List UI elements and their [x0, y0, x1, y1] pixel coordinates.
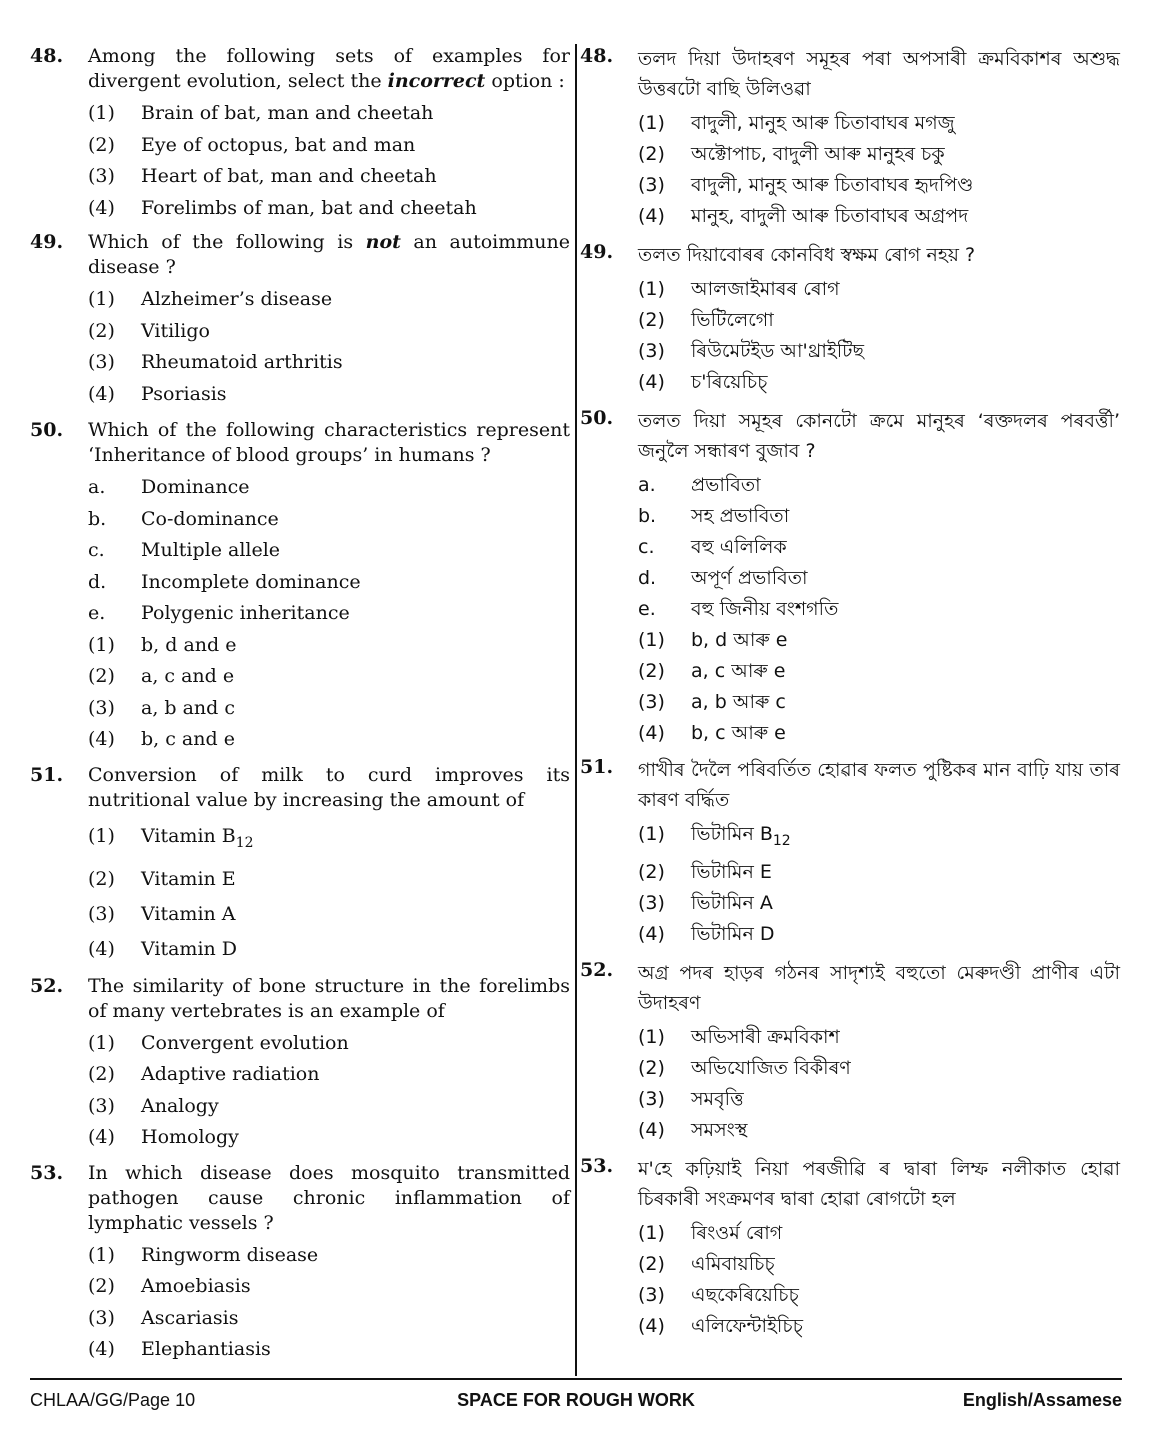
option: d. Incomplete dominance — [88, 570, 361, 593]
option: b. Co-dominance — [88, 507, 279, 530]
option: (4) মানুহ, বাদুলী আৰু চিতাবাঘৰ অগ্ৰপদ — [638, 205, 969, 227]
question-48-as — [580, 44, 1120, 232]
option: d. অপূৰ্ণ প্ৰভাবিতা — [638, 567, 808, 589]
option: (1) b, d আৰু e — [638, 629, 788, 651]
option: (4) এলিফেন্টাইচিচ্ — [638, 1315, 803, 1337]
option: (3) বাদুলী, মানুহ আৰু চিতাবাঘৰ হৃদপিণ্ড — [638, 174, 974, 196]
option: (1) Convergent evolution — [88, 1031, 349, 1054]
option: (3) ৰিউমেটইড আ'থ্ৰাইটিছ — [638, 340, 865, 362]
option: (3) Ascariasis — [88, 1306, 239, 1329]
option: (4) সমসংস্থ — [638, 1119, 748, 1141]
question-number: 50. — [30, 419, 64, 441]
assamese-column — [580, 44, 1120, 1342]
option: (2) এমিবায়চিচ্ — [638, 1253, 775, 1275]
option: (4) b, c আৰু e — [638, 722, 786, 744]
question-51-en — [30, 763, 570, 967]
question-text: তলত দিয়াবোৰৰ কোনবিধ স্বক্ষম ৰোগ নহয় ? — [638, 244, 976, 266]
option: (1) b, d and e — [88, 633, 237, 656]
option: (2) Eye of octopus, bat and man — [88, 133, 416, 156]
question-text: Conversion of milk to curd improves its nutritional value by increasing the amount of — [88, 763, 570, 811]
question-text: Which of the following characteristics represent ‘Inheritance of blood groups’ in humans ? — [88, 419, 570, 466]
option: (1) ৰিংওৰ্ম ৰোগ — [638, 1222, 783, 1244]
option: (3) a, b and c — [88, 696, 236, 719]
column-divider — [575, 44, 577, 1376]
question-52-as — [580, 958, 1120, 1146]
option: (3) ভিটামিন A — [638, 892, 773, 914]
question-49-en — [30, 230, 570, 410]
question-number: 48. — [580, 45, 614, 67]
question-50-as — [580, 406, 1120, 749]
subscript: 12 — [772, 833, 791, 849]
option: (2) Adaptive radiation — [88, 1063, 320, 1085]
emphasis: not — [365, 231, 401, 253]
option: e. বহু জিনীয় বংশগতি — [638, 598, 839, 620]
question-50-en — [30, 418, 570, 756]
option: c. বহু এলিলিক — [638, 536, 787, 558]
question-49-as — [580, 240, 1120, 398]
option: (4) Elephantiasis — [88, 1338, 271, 1360]
page-code: CHLAA/GG/Page 10 — [30, 1390, 196, 1410]
question-number: 51. — [30, 763, 64, 786]
question-48-en — [30, 44, 570, 224]
question-text: The similarity of bone structure in the forelimbs of many vertebrates is an example of — [88, 974, 570, 1022]
question-text: গাখীৰ দৈলৈ পৰিবৰ্তিত হোৱাৰ ফলত পুষ্টিকৰ মান বাঢ়ি যায় তাৰ কাৰণ বৰ্দ্ধিত — [638, 759, 1120, 811]
question-51-as — [580, 755, 1120, 950]
option: (1) বাদুলী, মানুহ আৰু চিতাবাঘৰ মগজু — [638, 112, 955, 134]
option: (2) অক্টোপাচ, বাদুলী আৰু মানুহৰ চকু — [638, 143, 945, 165]
option: (3) a, b আৰু c — [638, 691, 786, 713]
page-footer — [30, 1388, 1122, 1416]
option: (1) অভিসাৰী ক্ৰমবিকাশ — [638, 1026, 840, 1048]
option: (1) Brain of bat, man and cheetah — [88, 102, 434, 124]
question-text: In which disease does mosquito transmitted pathogen cause chronic inflammation of lymphatic vessels ? — [88, 1161, 570, 1234]
emphasis: incorrect — [387, 70, 486, 92]
question-number: 51. — [580, 756, 614, 778]
option: (2) Amoebiasis — [88, 1275, 251, 1297]
option: b. সহ প্ৰভাবিতা — [638, 505, 790, 527]
option: (3) Heart of bat, man and cheetah — [88, 165, 437, 187]
question-text: অগ্ৰ পদৰ হাড়ৰ গঠনৰ সাদৃশ্যই বহুতো মেৰুদণ্ডী প্ৰাণীৰ এটা উদাহৰণ — [638, 962, 1120, 1014]
option: (2) অভিযোজিত বিকীৰণ — [638, 1057, 851, 1079]
option: (4) চ'ৰিয়েচিচ্ — [638, 371, 768, 393]
option: a. Dominance — [88, 476, 250, 498]
question-number: 53. — [580, 1155, 614, 1177]
option: (3) Vitamin A — [88, 902, 236, 925]
option: (1) ভিটামিন $B_{12}$ — [638, 823, 791, 849]
option: a. প্ৰভাবিতা — [638, 474, 761, 496]
question-number: 48. — [30, 45, 64, 67]
option: (1) আলজাইমাৰৰ ৰোগ — [638, 278, 840, 300]
question-number: 49. — [580, 241, 614, 263]
option: (2) ভিটামিন E — [638, 861, 772, 883]
question-53-en — [30, 1161, 570, 1366]
option: (3) Analogy — [88, 1094, 219, 1117]
rough-work-label: SPACE FOR ROUGH WORK — [457, 1390, 695, 1410]
question-number: 53. — [30, 1161, 64, 1184]
option: (4) Vitamin D — [88, 937, 238, 960]
option: (4) Psoriasis — [88, 382, 227, 405]
option: (1) Alzheimer’s disease — [88, 288, 333, 310]
option: (4) Homology — [88, 1126, 239, 1148]
option: (2) a, c আৰু e — [638, 660, 786, 682]
option: c. Multiple allele — [88, 539, 281, 561]
option: (1) Ringworm disease — [88, 1243, 319, 1266]
subscript: 12 — [235, 834, 254, 851]
question-number: 49. — [30, 231, 64, 253]
option: (4) Forelimbs of man, bat and cheetah — [88, 196, 477, 219]
option: e. Polygenic inheritance — [88, 602, 350, 624]
option: (3) Rheumatoid arthritis — [88, 351, 343, 373]
question-number: 50. — [580, 407, 614, 429]
option: (2) Vitiligo — [88, 319, 210, 342]
option: (4) b, c and e — [88, 728, 235, 750]
question-text: ম'হে কঢ়িয়াই নিয়া পৰজীৱি ৰ দ্বাৰা লিম্ফ নলীকাত হোৱা চিৰকাৰী সংক্ৰমণৰ দ্বাৰা হোৱা ৰোগটো হল — [638, 1158, 1120, 1210]
option: (2) Vitamin E — [88, 867, 236, 890]
question-text: তলদ দিয়া উদাহৰণ সমূহৰ পৰা অপসাৰী ক্ৰমবিকাশৰ অশুদ্ধ উত্তৰটো বাছি উলিওৱা — [638, 48, 1120, 100]
language-label: English/Assamese — [962, 1390, 1122, 1410]
option: (3) এছকেৰিয়েচিচ্ — [638, 1284, 799, 1306]
question-text: Which of the following is not an autoimmune disease ? — [88, 231, 570, 278]
option: (3) সমবৃত্তি — [638, 1088, 744, 1110]
question-53-as — [580, 1154, 1120, 1342]
footer-rule — [30, 1378, 1122, 1380]
option: (2) a, c and e — [88, 665, 235, 687]
option: (1) Vitamin $B_{12}$ — [88, 824, 254, 851]
english-column — [30, 44, 570, 1366]
question-number: 52. — [580, 959, 614, 981]
question-number: 52. — [30, 974, 64, 997]
option: (4) ভিটামিন D — [638, 923, 775, 945]
question-52-en — [30, 974, 570, 1154]
option: (2) ভিটিলেগো — [638, 309, 774, 331]
question-text: তলত দিয়া সমূহৰ কোনটো ক্ৰমে মানুহৰ ‘ৰক্তদলৰ পৰবৰ্ত্তী’ জনুলৈ সন্ধাৰণ বুজাব ? — [638, 410, 1120, 462]
question-text: Among the following sets of examples for divergent evolution, select the incorrect option : — [88, 45, 570, 92]
